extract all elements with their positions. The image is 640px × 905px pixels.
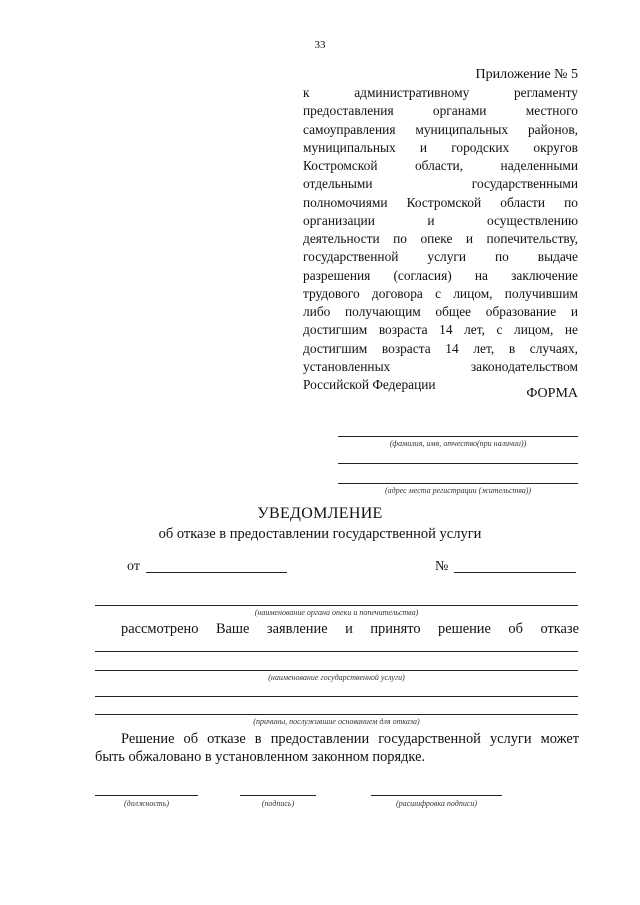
considered-word: заявление [266, 621, 328, 637]
appendix-line: к административному регламенту [303, 85, 578, 100]
recipient-name-line [338, 436, 578, 437]
caption-position: (должность) [123, 799, 170, 808]
signature-line [240, 795, 316, 796]
considered-word: Ваше [215, 621, 250, 637]
considered-word: рассмотрено [121, 621, 199, 637]
appendix-line: отдельными государственными [303, 176, 578, 192]
caption-authority: (наименование органа опеки и попечительства) [254, 608, 419, 617]
position-line [95, 795, 198, 796]
appendix-line: либо получающим общее образование и [303, 304, 578, 319]
caption-decoding: (расшифровка подписи) [395, 799, 478, 808]
decoding-line [371, 795, 502, 796]
considered-line [121, 621, 579, 638]
appendix-line: достигшим возраста 14 лет, в случаях, [303, 340, 578, 356]
considered-word: решение [438, 621, 491, 637]
appendix-line: разрешения (согласия) на заключение [303, 267, 578, 283]
recipient-address-line-1 [338, 463, 578, 464]
appendix-line: достигшим возраста 14 лет, с лицом, не [303, 322, 578, 338]
appendix-line: организации и осуществлению [303, 212, 578, 228]
document-heading: УВЕДОМЛЕНИЕ [257, 505, 383, 522]
appendix-line: Российской Федерации [303, 377, 436, 392]
considered-word: и [345, 621, 353, 637]
authority-line [95, 605, 578, 606]
caption-recipient-name: (фамилия, имя, отчество(при наличии)) [389, 439, 527, 448]
considered-word: принято [370, 621, 421, 637]
form-label: ФОРМА [526, 386, 578, 401]
appendix-text [303, 84, 578, 394]
appendix-line: предоставления органами местного [303, 103, 578, 119]
caption-signature: (подпись) [261, 799, 295, 808]
appendix-line: трудового договора с лицом, получившим [303, 285, 578, 301]
number-line [454, 572, 576, 573]
caption-reasons: (причины, послужившие основанием для отказа) [253, 717, 420, 726]
from-label: от [127, 559, 140, 574]
appendix-line: Костромской области, наделенными [303, 158, 578, 173]
service-line-1 [95, 651, 578, 652]
appendix-line: деятельности по опеке и попечительству, [303, 231, 578, 246]
appendix-line: государственной услуги по выдаче [303, 249, 578, 265]
appendix-line: самоуправления муниципальных районов, [303, 121, 578, 137]
caption-service: (наименование государственной услуги) [268, 673, 405, 682]
reasons-line-1 [95, 696, 578, 697]
caption-recipient-address: (адрес места регистрации (жительства)) [384, 486, 532, 495]
appendix-title: Приложение № 5 [475, 67, 578, 82]
appendix-line: установленных законодательством [303, 358, 578, 374]
appeal-text-line2: быть обжаловано в установленном законном порядке. [95, 749, 426, 765]
considered-word: отказе [540, 621, 579, 637]
appendix-line: полномочиями Костромской области по [303, 194, 578, 210]
from-date-line [146, 572, 287, 573]
considered-word: об [508, 621, 523, 637]
page-number: 33 [314, 39, 326, 51]
document-subheading: об отказе в предоставлении государственной услуги [158, 526, 482, 542]
number-label: № [435, 559, 449, 574]
appeal-text-line1: Решение об отказе в предоставлении государственной услуги может [121, 731, 579, 747]
recipient-address-line-2 [338, 483, 578, 484]
appendix-line: муниципальных и городских округов [303, 139, 578, 155]
reasons-line-2 [95, 714, 578, 715]
service-line-2 [95, 670, 578, 671]
